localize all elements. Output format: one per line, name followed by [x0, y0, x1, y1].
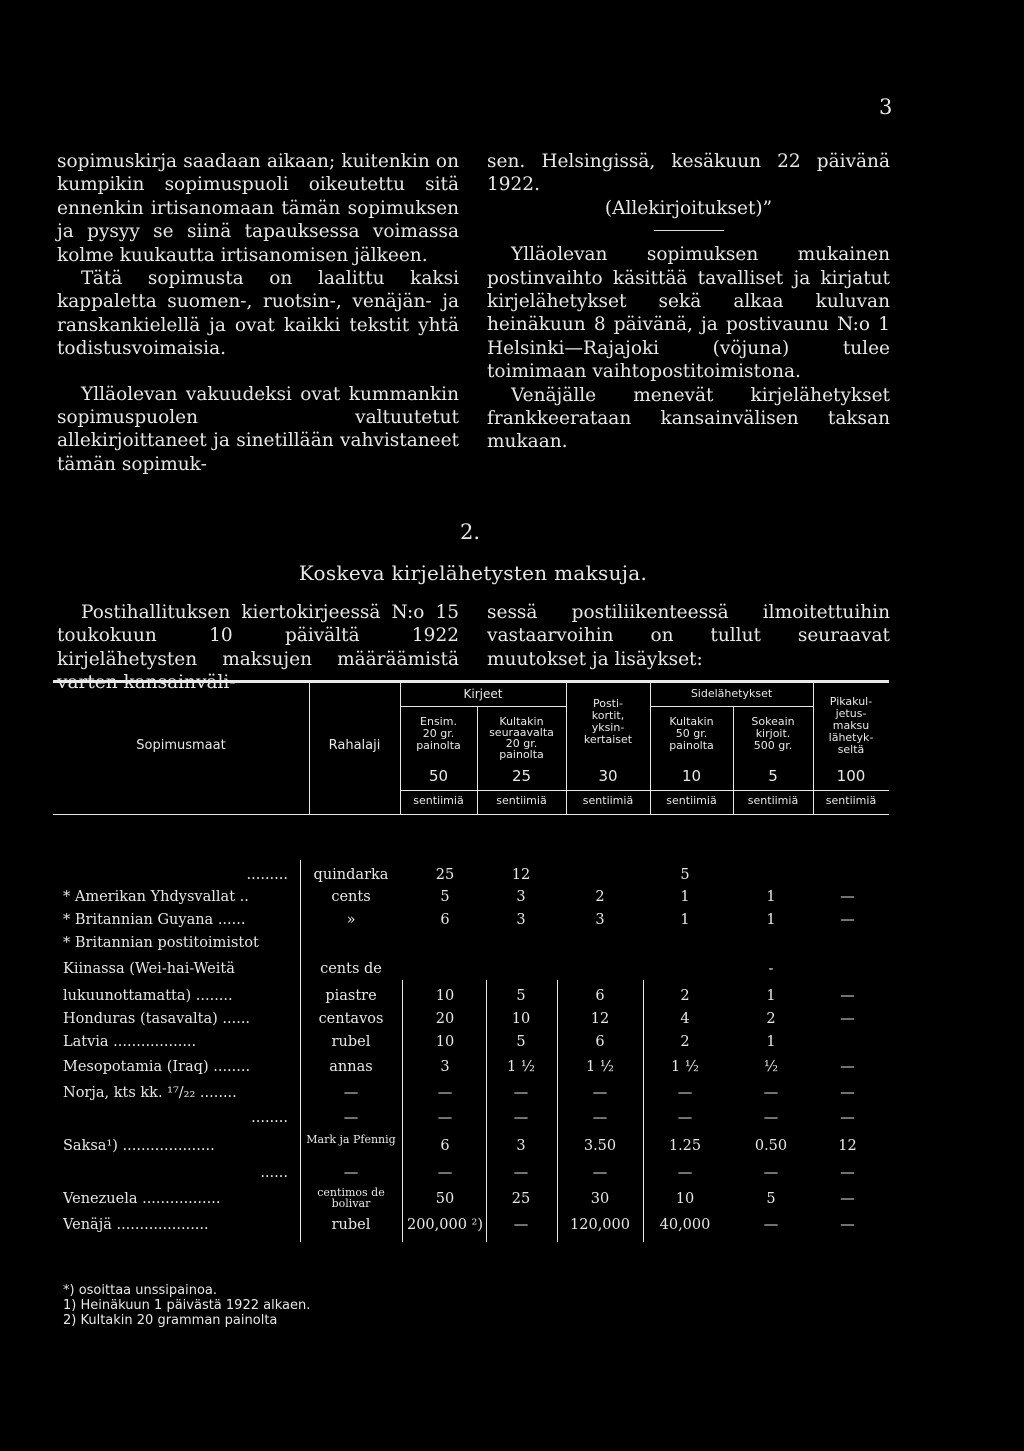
value-cell: — [840, 889, 855, 905]
value-cell: 20 [435, 1011, 455, 1027]
unit-label: sentiimiä [825, 794, 877, 807]
header-kirjeet: Kirjeet [463, 687, 503, 701]
left-para-3: Ylläolevan vakuudeksi ovat kummankin sopimuspuolen valtuutetut allekirjoittaneet ja sinetillään vahvistaneet tämän sopimuk- [57, 383, 459, 475]
right-para-3: Venäjälle menevät kirjelähetykset frankkeerataan kansainvälisen taksan mukaan. [487, 384, 890, 453]
currency-cell: annas [329, 1059, 373, 1075]
table-row [0, 1217, 1024, 1239]
country-name: Norja, kts kk. ¹⁷/₂₂ ........ [63, 1085, 237, 1101]
header-sidel: Sidelähetykset [690, 687, 773, 700]
value-cell: — [592, 1085, 608, 1101]
value-cell: — [840, 1217, 855, 1233]
currency-cell: — [343, 1165, 359, 1181]
value-cell: — [513, 1085, 529, 1101]
header-sk-val: 10 [681, 767, 702, 785]
header-pika-val: 100 [836, 767, 866, 785]
value-cell: 10 [675, 1191, 695, 1207]
value-cell: 5 [766, 1191, 776, 1207]
leader-dots: ......... [246, 867, 288, 883]
value-cell: 12 [590, 1011, 610, 1027]
value-cell: — [677, 1110, 693, 1126]
table-row [0, 867, 1024, 889]
value-cell: — [677, 1165, 693, 1181]
value-cell: 1.25 [668, 1138, 702, 1154]
value-cell: — [513, 1165, 529, 1181]
footnote-2: 2) Kultakin 20 gramman painolta [63, 1313, 278, 1328]
currency-cell: cents de [320, 961, 382, 977]
value-cell: — [840, 1059, 855, 1075]
value-cell: 12 [511, 867, 531, 883]
value-cell: 200,000 ²) [406, 1217, 484, 1233]
header-ensim: Ensim. 20 gr. painolta [416, 715, 461, 752]
value-cell: 1 ½ [507, 1059, 535, 1075]
value-cell: 10 [435, 1034, 455, 1050]
left-column [57, 150, 459, 476]
value-cell: 25 [435, 867, 455, 883]
value-cell: 6 [595, 1034, 605, 1050]
value-cell: 1 [766, 1034, 776, 1050]
value-cell: 0.50 [754, 1138, 788, 1154]
section-title: Koskeva kirjelähetysten maksuja. [298, 561, 648, 585]
currency-cell: » [346, 912, 356, 928]
value-cell: 1 [766, 988, 776, 1004]
country-name: * Britannian postitoimistot [63, 935, 259, 951]
leader-dots: ...... [260, 1165, 288, 1181]
currency-cell: cents [331, 889, 371, 905]
footnote-1: 1) Heinäkuun 1 päivästä 1922 alkaen. [63, 1298, 311, 1313]
value-cell: — [592, 1165, 608, 1181]
country-name: Honduras (tasavalta) ...... [63, 1011, 251, 1027]
unit-label: sentiimiä [413, 794, 464, 807]
value-cell: 4 [680, 1011, 690, 1027]
value-cell: — [840, 1110, 855, 1126]
currency-cell: — [343, 1110, 359, 1126]
value-cell: — [840, 1191, 855, 1207]
section-number: 2. [460, 520, 481, 544]
value-cell: 3 [516, 889, 526, 905]
value-cell: — [840, 1011, 855, 1027]
country-name: Venezuela ................. [63, 1191, 221, 1207]
value-cell: 25 [511, 1191, 531, 1207]
footnote-0: *) osoittaa unssipainoa. [63, 1283, 218, 1298]
country-name: * Amerikan Yhdysvallat .. [63, 889, 249, 905]
footnotes [63, 1283, 310, 1328]
header-currency: Rahalaji [328, 738, 381, 753]
left-para-2: Tätä sopimusta on laalittu kaksi kappaletta suomen-, ruotsin-, venäjän- ja ranskankielellä ja ovat kaikki tekstit yhtä todistusvoimaisia. [57, 268, 459, 360]
right-para-1: sen. Helsingissä, kesäkuun 22 päivänä 1922. [487, 151, 890, 196]
country-name: Saksa¹) .................... [63, 1138, 215, 1154]
currency-cell: rubel [331, 1217, 371, 1233]
value-cell: ½ [763, 1059, 779, 1075]
table-row [0, 935, 1024, 957]
country-name: Latvia .................. [63, 1034, 197, 1050]
value-cell: 1 [766, 889, 776, 905]
value-cell: 12 [838, 1138, 857, 1154]
currency-cell: piastre [325, 988, 377, 1004]
value-cell: 1 [680, 889, 690, 905]
country-name: Venäjä .................... [63, 1217, 209, 1233]
currency-cell: rubel [331, 1034, 371, 1050]
value-cell: - [768, 961, 774, 977]
left-para-1: sopimuskirja saadaan aikaan; kuitenkin on kumpikin sopimuspuoli oikeutettu sitä ennenkin irtisanomaan tämän sopimuksen ja pysyy se siinä tapauksessa voimassa kolme kuukautta irtisanomisen jälkeen. [57, 151, 459, 266]
value-cell: — [437, 1085, 453, 1101]
table-header [53, 680, 889, 816]
table-row [0, 912, 1024, 934]
header-posti-val: 30 [598, 767, 618, 785]
currency-cell: centimos de bolivar [317, 1186, 385, 1210]
country-name: * Britannian Guyana ...... [63, 912, 246, 928]
value-cell: — [763, 1085, 779, 1101]
header-pika: Pikakul- jetus- maksu lähetyk- seltä [828, 695, 874, 756]
value-cell: 2 [766, 1011, 776, 1027]
value-cell: 1 ½ [586, 1059, 614, 1075]
value-cell: 10 [435, 988, 455, 1004]
header-sok-val: 5 [768, 767, 778, 785]
value-cell: 3 [516, 1138, 526, 1154]
value-cell: 2 [595, 889, 605, 905]
table-row [0, 1165, 1024, 1187]
currency-cell: centavos [318, 1011, 384, 1027]
value-cell: 6 [595, 988, 605, 1004]
value-cell: 3.50 [583, 1138, 617, 1154]
value-cell: 3 [440, 1059, 450, 1075]
table-row [0, 961, 1024, 983]
table-row [0, 889, 1024, 911]
header-sok: Sokeain kirjoit. 500 gr. [751, 715, 795, 752]
unit-label: sentiimiä [582, 794, 634, 807]
table-row [0, 1011, 1024, 1033]
table-row [0, 1186, 1024, 1213]
value-cell: — [592, 1110, 608, 1126]
value-cell: — [840, 912, 855, 928]
value-cell: 2 [680, 988, 690, 1004]
value-cell: 120,000 [570, 1217, 630, 1233]
intro-right [487, 601, 890, 671]
value-cell: 1 [680, 912, 690, 928]
country-name: Mesopotamia (Iraq) ........ [63, 1059, 251, 1075]
table-row [0, 988, 1024, 1010]
table-row [0, 1059, 1024, 1081]
table-row [0, 1133, 1024, 1160]
value-cell: — [513, 1217, 529, 1233]
value-cell: 50 [435, 1191, 455, 1207]
unit-label: sentiimiä [747, 794, 799, 807]
header-country: Sopimusmaat [136, 738, 226, 753]
header-kultakin-val: 25 [511, 767, 532, 785]
right-para-2: Ylläolevan sopimuksen mukainen postinvaihto käsittää tavalliset ja kirjatut kirjelähetykset sekä alkaa kuluvan heinäkuun 8 päivänä, ja postivaunu N:o 1 Helsinki—Rajajoki (vöjuna) tulee toimimaan vaihtopostitoimistona. [487, 244, 890, 383]
currency-cell: Mark ja Pfennig [306, 1133, 396, 1146]
leader-dots: ........ [251, 1110, 288, 1126]
unit-label: sentiimiä [666, 794, 717, 807]
value-cell: 5 [516, 1034, 526, 1050]
value-cell: — [840, 1165, 855, 1181]
value-cell: — [840, 1085, 855, 1101]
country-name: lukuunottamatta) ........ [63, 988, 233, 1004]
right-column [487, 150, 890, 454]
value-cell: — [677, 1085, 693, 1101]
value-cell: — [763, 1217, 779, 1233]
value-cell: 3 [595, 912, 605, 928]
value-cell: 5 [440, 889, 450, 905]
currency-cell: quindarka [313, 867, 389, 883]
value-cell: 3 [516, 912, 526, 928]
intro-left-text: Postihallituksen kiertokirjeessä N:o 15 toukokuun 10 päivältä 1922 kirjelähetysten maksujen määräämistä varten kansainväli- [57, 602, 459, 694]
table-row [0, 1110, 1024, 1132]
header-ensim-val: 50 [428, 767, 449, 785]
value-cell: 40,000 [659, 1217, 711, 1233]
country-name: Kiinassa (Wei-hai-Weitä [63, 961, 235, 977]
value-cell: — [437, 1165, 453, 1181]
unit-label: sentiimiä [496, 794, 547, 807]
header-sk: Kultakin 50 gr. painolta [669, 715, 714, 752]
value-cell: 5 [516, 988, 526, 1004]
page-number: 3 [879, 95, 893, 119]
value-cell: 1 [766, 912, 776, 928]
divider-rule [654, 230, 724, 231]
value-cell: 5 [680, 867, 690, 883]
value-cell: — [437, 1110, 453, 1126]
value-cell: 6 [440, 912, 450, 928]
value-cell: 10 [511, 1011, 531, 1027]
signatures: (Allekirjoitukset)” [604, 197, 773, 219]
header-kultakin: Kultakin seuraavalta 20 gr. painolta [489, 715, 554, 761]
value-cell: — [513, 1110, 529, 1126]
table-row [0, 1034, 1024, 1056]
intro-right-text: sessä postiliikenteessä ilmoitettuihin vastaarvoihin on tullut seuraavat muutokset ja lisäykset: [487, 602, 890, 670]
table-row [0, 1085, 1024, 1107]
value-cell: — [840, 988, 855, 1004]
currency-cell: — [343, 1085, 359, 1101]
table-body [0, 860, 1024, 1260]
value-cell: — [763, 1110, 779, 1126]
value-cell: 1 ½ [671, 1059, 699, 1075]
value-cell: — [763, 1165, 779, 1181]
value-cell: 30 [590, 1191, 610, 1207]
header-posti: Posti- kortit, yksin- kertaiset [583, 697, 633, 746]
value-cell: 2 [680, 1034, 690, 1050]
value-cell: 6 [440, 1138, 450, 1154]
